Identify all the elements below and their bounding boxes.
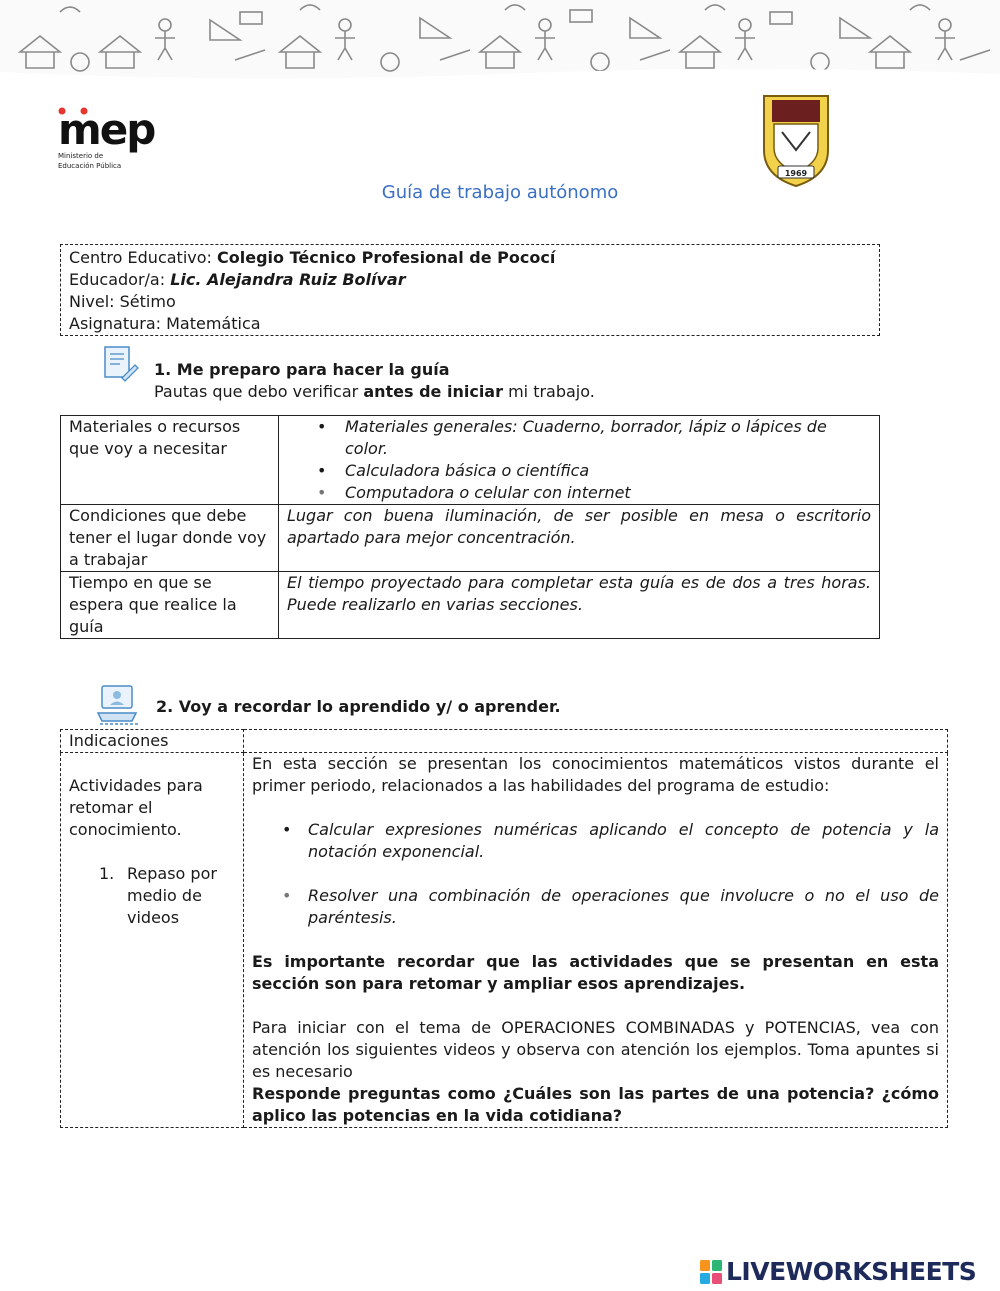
asignatura-line: Asignatura: Matemática bbox=[69, 314, 261, 333]
indicaciones-label: Indicaciones bbox=[61, 730, 244, 753]
condiciones-label: Condiciones que debe tener el lugar donde voy a trabajar bbox=[61, 505, 279, 572]
bullet-icon: • bbox=[282, 820, 292, 839]
tiempo-value: El tiempo proyectado para completar esta guía es de dos a tres horas. Puede realizarlo en varias secciones. bbox=[279, 572, 880, 639]
skill-2: Resolver una combinación de operaciones que involucre o no el uso de paréntesis. bbox=[308, 886, 939, 927]
doodle-header-band bbox=[0, 0, 1000, 80]
info-box bbox=[60, 244, 880, 336]
bullet-icon: • bbox=[282, 886, 292, 905]
materiales-item-2: Calculadora básica o científica bbox=[345, 461, 590, 480]
start-text: Para iniciar con el tema de OPERACIONES COMBINADAS y POTENCIAS, vea con atención los siguientes videos y observa con atención los ejemplos. Toma apuntes si es necesario bbox=[252, 1018, 939, 1081]
document-pencil-icon bbox=[102, 344, 140, 384]
mep-subtitle-line2: Educación Pública bbox=[58, 162, 122, 170]
materiales-item-1: Materiales generales: Cuaderno, borrador, lápiz o lápices de color. bbox=[345, 417, 827, 458]
liveworksheets-mark-icon bbox=[700, 1260, 722, 1284]
bullet-icon: • bbox=[317, 461, 327, 480]
section2-table bbox=[60, 729, 948, 1128]
activities-label: Actividades para retomar el conocimiento. bbox=[69, 776, 203, 839]
materiales-label: Materiales o recursos que voy a necesitar bbox=[61, 416, 279, 505]
list-item bbox=[287, 416, 871, 460]
skill-item bbox=[252, 885, 939, 929]
section1-title: 1. Me preparo para hacer la guía bbox=[154, 360, 450, 379]
activity-text: Repaso por medio de videos bbox=[127, 864, 217, 927]
skill-1: Calcular expresiones numéricas aplicando el concepto de potencia y la notación exponencial. bbox=[308, 820, 939, 861]
bullet-icon: • bbox=[317, 483, 327, 502]
section1-subtitle bbox=[154, 382, 595, 401]
centro-value: Colegio Técnico Profesional de Pococí bbox=[217, 248, 556, 267]
seal-year: 1969 bbox=[784, 169, 808, 178]
centro-line bbox=[69, 247, 871, 269]
condiciones-value: Lugar con buena iluminación, de ser posible en mesa o escritorio apartado para mejor concentración. bbox=[279, 505, 880, 572]
indicaciones-empty bbox=[244, 730, 948, 753]
computer-study-icon bbox=[96, 683, 142, 727]
section1-table bbox=[60, 415, 880, 639]
educador-value: Lic. Alejandra Ruiz Bolívar bbox=[170, 270, 406, 289]
skill-item bbox=[252, 819, 939, 863]
school-seal bbox=[760, 92, 832, 188]
school-doodles-icon bbox=[0, 0, 1000, 80]
nivel-line: Nivel: Sétimo bbox=[69, 292, 176, 311]
section2-title: 2. Voy a recordar lo aprendido y/ o aprender. bbox=[156, 697, 561, 716]
table-row bbox=[61, 416, 880, 505]
subtitle-bold: antes de iniciar bbox=[363, 382, 503, 401]
mep-logo-text: mep bbox=[58, 105, 155, 154]
bullet-icon: • bbox=[317, 417, 327, 436]
educador-label: Educador/a: bbox=[69, 270, 171, 289]
list-item bbox=[287, 482, 871, 504]
mep-subtitle-line1: Ministerio de bbox=[58, 152, 104, 160]
educador-line bbox=[69, 269, 871, 291]
intro-text: En esta sección se presentan los conocimientos matemáticos vistos durante el primer periodo, relacionados a las habilidades del programa de estudio: bbox=[252, 754, 939, 795]
mep-logo bbox=[58, 105, 158, 176]
table-row bbox=[61, 572, 880, 639]
document-title: Guía de trabajo autónomo bbox=[381, 182, 619, 203]
activities-cell bbox=[61, 753, 244, 1128]
liveworksheets-brand: LIVEWORKSHEETS bbox=[726, 1257, 977, 1286]
list-item bbox=[287, 460, 871, 482]
important-note: Es importante recordar que las actividades que se presentan en esta sección son para retomar y ampliar esos aprendizajes. bbox=[252, 952, 939, 993]
table-row bbox=[61, 753, 948, 1128]
liveworksheets-logo bbox=[700, 1259, 976, 1285]
table-row bbox=[61, 730, 948, 753]
materiales-item-3: Computadora o celular con internet bbox=[345, 483, 631, 502]
content-cell bbox=[244, 753, 948, 1128]
centro-label: Centro Educativo: bbox=[69, 248, 217, 267]
school-crest-icon bbox=[760, 92, 832, 188]
table-row bbox=[61, 505, 880, 572]
activity-item bbox=[69, 863, 235, 929]
activity-number: 1. bbox=[99, 864, 115, 883]
questions-text: Responde preguntas como ¿Cuáles son las partes de una potencia? ¿cómo aplico las potencias en la vida cotidiana? bbox=[252, 1084, 939, 1125]
tiempo-label: Tiempo en que se espera que realice la guía bbox=[61, 572, 279, 639]
materiales-cell bbox=[279, 416, 880, 505]
subtitle-pre: Pautas que debo verificar bbox=[154, 382, 364, 401]
subtitle-post: mi trabajo. bbox=[502, 382, 595, 401]
